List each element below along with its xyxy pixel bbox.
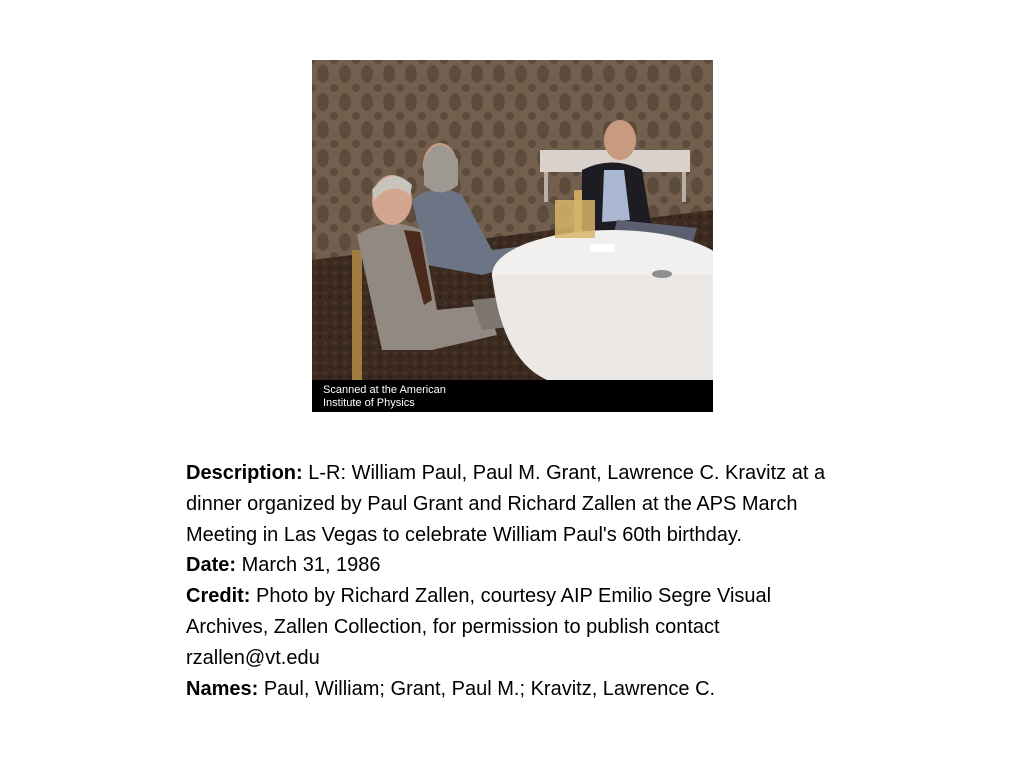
names-label: Names: xyxy=(186,677,259,700)
description-value: L-R: William Paul, Paul M. Grant, Lawrence C. Kravitz at a dinner organized by Paul Grant and Richard Zallen at the APS March Meeting in Las Vegas to celebrate William Paul's 60th birthday. xyxy=(186,462,826,546)
chair xyxy=(555,200,595,238)
overlay-line-2: Institute of Physics xyxy=(323,397,415,409)
date-entry xyxy=(186,550,836,581)
names-entry xyxy=(186,674,836,705)
date-value: March 31, 1986 xyxy=(241,554,381,577)
description-label: Description: xyxy=(186,462,303,484)
photo-illustration xyxy=(312,60,713,380)
names-value: Paul, William; Grant, Paul M.; Kravitz, Lawrence C. xyxy=(263,677,716,700)
description-entry xyxy=(186,458,836,550)
scan-credit-overlay xyxy=(312,380,713,412)
photo-metadata xyxy=(186,458,836,704)
date-label: Date: xyxy=(186,554,237,577)
credit-label: Credit: xyxy=(186,585,251,608)
overlay-line-1: Scanned at the American xyxy=(323,384,446,396)
credit-entry xyxy=(186,581,836,673)
archival-photo xyxy=(312,60,713,412)
credit-value: Photo by Richard Zallen, courtesy AIP Emilio Segre Visual Archives, Zallen Collection, for permission to publish contact rzallen@vt.edu xyxy=(186,585,772,669)
